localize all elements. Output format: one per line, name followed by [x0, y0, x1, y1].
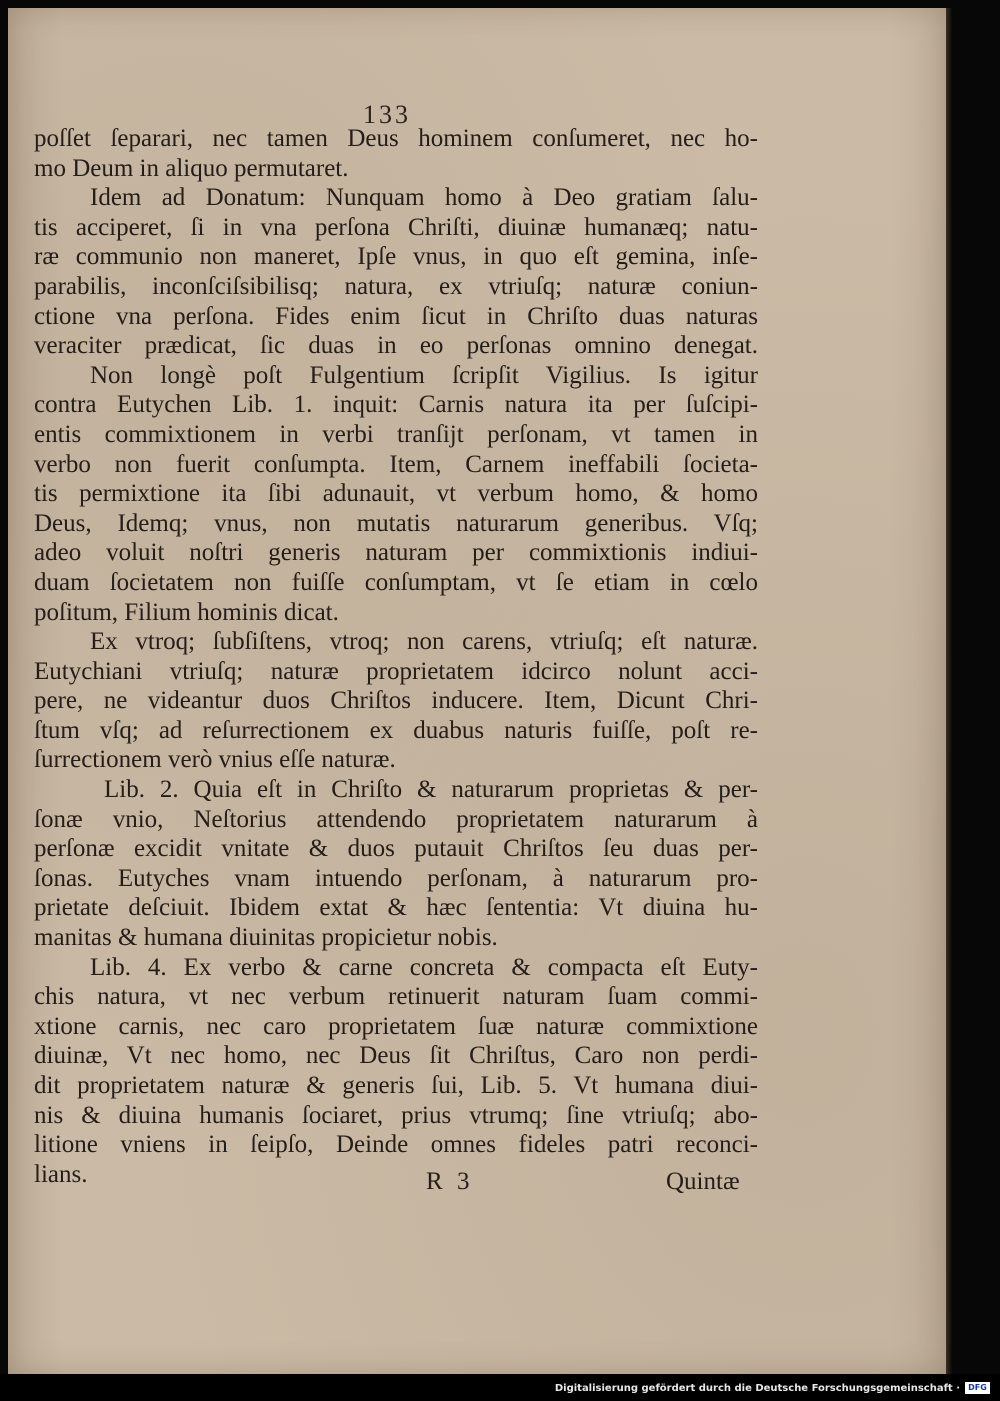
page-footer	[8, 1168, 946, 1208]
text-line: Non longè poſt Fulgentium ſcripſit Vigilius. Is igitur	[90, 361, 758, 389]
text-line: diuinæ, Vt nec homo, nec Deus ſit Chriſtus, Caro non perdi-	[34, 1042, 758, 1070]
page-number: 133	[363, 100, 411, 129]
page-edge-shadow	[946, 8, 952, 1374]
text-line: xtione carnis, nec caro proprietatem ſuæ naturæ commixtione	[34, 1012, 758, 1040]
text-line: Lib. 4. Ex verbo & carne concreta & compacta eſt Euty-	[90, 953, 758, 981]
text-line: ſonæ vnio, Neſtorius attendendo proprietatem naturarum à	[34, 805, 758, 833]
text-line: ſtum vſq; ad reſurrectionem ex duabus naturis fuiſſe, poſt re-	[34, 716, 758, 744]
signature-mark	[426, 1168, 473, 1196]
dfg-logo-icon: DFG	[965, 1382, 990, 1394]
text-line: poſitum, Filium hominis dicat.	[34, 598, 339, 626]
funding-bar	[0, 1374, 1000, 1401]
text-line: poſſet ſeparari, nec tamen Deus hominem conſumeret, nec ho-	[34, 125, 758, 152]
signature-letter: R	[426, 1168, 447, 1195]
text-line: lians.	[34, 1160, 88, 1188]
text-line: ræ communio non maneret, Ipſe vnus, in quo eſt gemina, inſe-	[34, 243, 758, 271]
text-line: ctione vna perſona. Fides enim ſicut in Chriſto duas naturas	[34, 302, 758, 330]
text-line: chis natura, vt nec verbum retinuerit naturam ſuam commi-	[34, 983, 758, 1011]
text-line: contra Eutychen Lib. 1. inquit: Carnis natura ita per ſuſcipi-	[34, 391, 758, 419]
text-line: parabilis, inconſciſsibilisq; natura, ex vtriuſq; naturæ coniun-	[34, 272, 758, 300]
text-line: litione vniens in ſeipſo, Deinde omnes fideles patri reconci-	[34, 1131, 758, 1159]
text-line: duam ſocietatem non fuiſſe conſumptam, vt ſe etiam in cœlo	[34, 568, 758, 596]
text-line: tis permixtione ita ſibi adunauit, vt verbum homo, & homo	[34, 480, 758, 508]
text-line: Deus, Idemq; vnus, non mutatis naturarum generibus. Vſq;	[34, 509, 758, 537]
text-line: pere, ne videantur duos Chriſtos inducere. Item, Dicunt Chri-	[34, 687, 758, 715]
signature-number: 3	[456, 1168, 474, 1195]
text-line: Lib. 2. Quia eſt in Chriſto & naturarum proprietas & per-	[104, 776, 758, 804]
text-line: mo Deum in aliquo permutaret.	[34, 154, 349, 182]
book-page	[8, 8, 946, 1374]
text-line: ſonas. Eutyches vnam intuendo perſonam, à naturarum pro-	[34, 864, 758, 892]
funding-notice: Digitalisierung gefördert durch die Deutsche Forschungsgemeinschaft ·	[554, 1383, 960, 1394]
text-line: tis acciperet, ſi in vna perſona Chriſti, diuinæ humanæq; natu-	[34, 213, 758, 241]
text-line: perſonæ excidit vnitate & duos putauit Chriſtos ſeu duas per-	[34, 835, 758, 863]
catchword: Quintæ	[666, 1168, 740, 1195]
text-line: Eutychiani vtriuſq; naturæ proprietatem idcirco nolunt acci-	[34, 657, 758, 685]
text-line: Ex vtroq; ſubſiſtens, vtroq; non carens, vtriuſq; eſt naturæ.	[90, 628, 758, 656]
body-text	[34, 124, 758, 1189]
text-line: Idem ad Donatum: Nunquam homo à Deo gratiam ſalu-	[90, 184, 758, 212]
text-line: ſurrectionem verò vnius eſſe naturæ.	[34, 746, 396, 774]
text-line: adeo voluit noſtri generis naturam per commixtionis indiui-	[34, 539, 758, 567]
text-line: manitas & humana diuinitas propicietur nobis.	[34, 924, 498, 952]
text-line: nis & diuina humanis ſociaret, prius vtrumq; ſine vtriuſq; abo-	[34, 1101, 758, 1129]
text-line: prietate deſciuit. Ibidem extat & hæc ſententia: Vt diuina hu-	[34, 894, 758, 922]
text-line: verbo non fuerit conſumpta. Item, Carnem ineffabili ſocieta-	[34, 450, 758, 478]
text-line: veraciter prædicat, ſic duas in eo perſonas omnino denegat.	[34, 332, 758, 360]
text-line: entis commixtionem in verbi tranſijt perſonam, vt tamen in	[34, 420, 758, 448]
text-line: dit proprietatem naturæ & generis ſui, Lib. 5. Vt humana diui-	[34, 1072, 758, 1099]
